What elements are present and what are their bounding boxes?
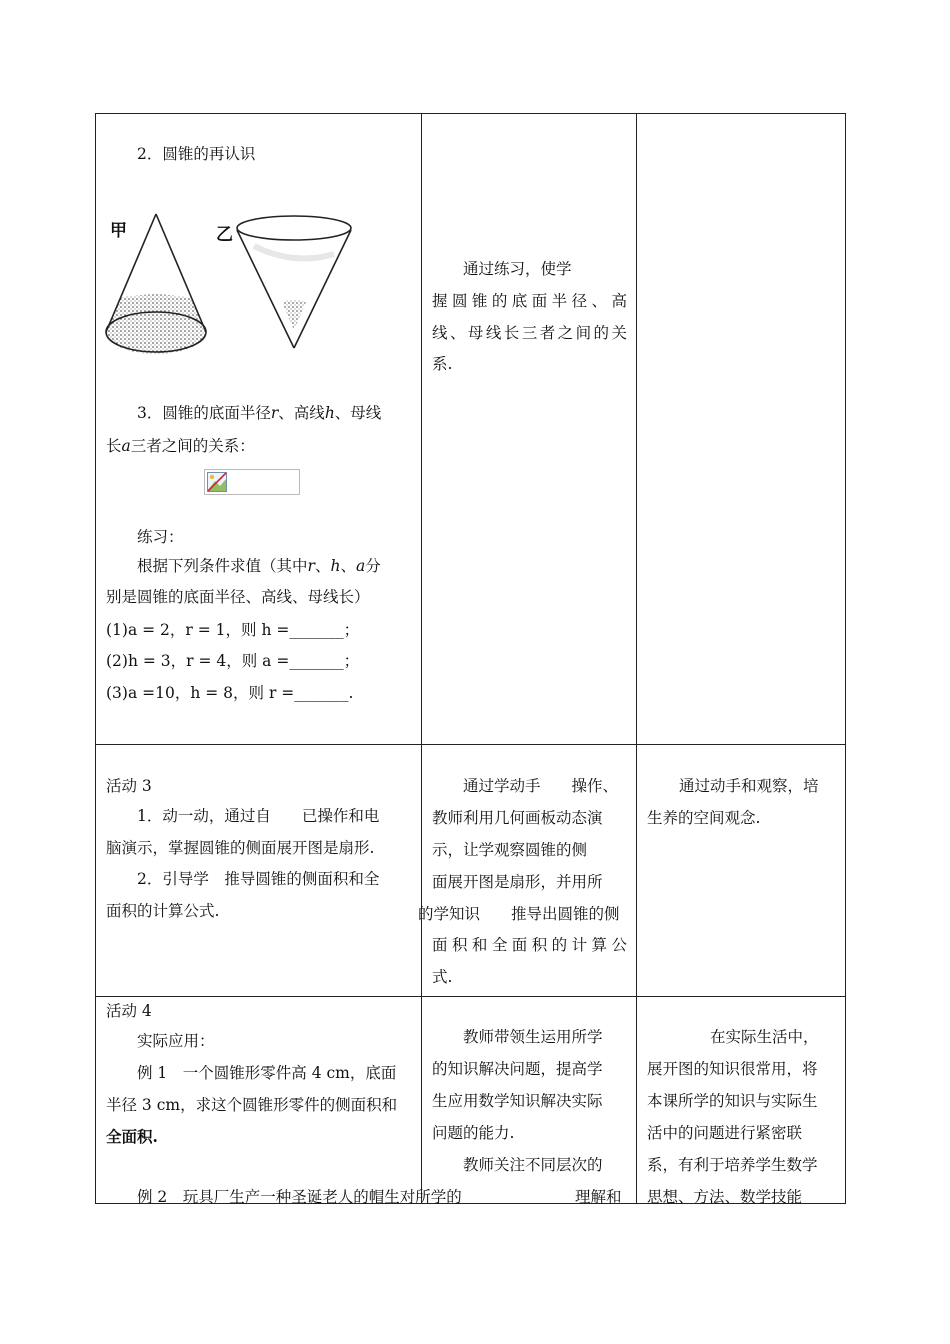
figure-label-jia: 甲 [110, 221, 127, 241]
activity-3-goal-line1: 通过动手和观察，培 [679, 777, 819, 795]
broken-image-icon [207, 472, 227, 492]
activity-3-line2: 脑演示，掌握圆锥的侧面展开图是扇形. [106, 839, 375, 857]
table-right-border [845, 113, 846, 1204]
question-3: (3)a =10，h = 8，则 r =_______. [106, 684, 354, 702]
activity-4-goal-line4: 活中的问题进行紧密联 [647, 1124, 803, 1142]
row-divider-2 [95, 996, 846, 997]
design-intent-line1: 通过练习，使学 [463, 260, 572, 278]
table-left-border [95, 113, 96, 1204]
activity-3-line4: 面积的计算公式. [106, 902, 220, 920]
practice-label: 练习： [137, 528, 184, 546]
activity-4-intent-line4: 问题的能力. [432, 1124, 515, 1142]
formula-image-placeholder [204, 469, 300, 495]
activity-4-line2: 例 1 一个圆锥形零件高 4 cm，底面 [137, 1064, 397, 1082]
design-intent-line3: 线、母线长三者之间的关 [432, 323, 627, 342]
activity-3-intent-justified [432, 930, 627, 962]
figure-label-yi: 乙 [216, 225, 233, 245]
column-divider-2 [636, 113, 637, 1204]
row-divider-1 [95, 744, 846, 745]
activity-4-intent-line6: 理解和 [575, 1188, 622, 1206]
activity-3-intent-line2: 教师利用几何画板动态演 [432, 809, 603, 827]
activity-4-line1: 实际应用： [137, 1032, 215, 1050]
activity-3-intent-line5: 的学知识 推导出圆锥的侧 [418, 905, 620, 923]
activity-4-line4: 全面积. [106, 1127, 158, 1146]
activity-4-goal-line5: 系，有利于培养学生数学 [647, 1156, 818, 1174]
table-top-border [95, 113, 846, 114]
activity-3-intent-line7: 式. [432, 968, 453, 986]
activity-4-goal-line2: 展开图的知识很常用，将 [647, 1060, 818, 1078]
activity-3-intent-line3: 示，让学观察圆锥的侧 [432, 841, 588, 859]
activity-4-line5: 例 2 玩具厂生产一种圣诞老人的帽生对所学的 [137, 1188, 462, 1206]
design-intent-line2: 握圆锥的底面半径、高 [432, 292, 627, 310]
activity-3-line3: 2．引导学 推导圆锥的侧面积和全 [137, 870, 380, 888]
activity-4-intent-line2: 的知识解决问题，提高学 [432, 1060, 603, 1078]
activity-4-line3: 半径 3 cm，求这个圆锥形零件的侧面积和 [106, 1096, 398, 1114]
activity-4-goal-line1: 在实际生活中， [710, 1028, 819, 1046]
activity-3-intent-line6: 面积和全面积的计算公 [432, 936, 627, 954]
activity-4-title: 活动 4 [106, 1002, 152, 1020]
activity-4-goal-line6: 思想、方法、数学技能 [647, 1188, 803, 1206]
column-divider-1 [421, 113, 422, 1204]
question-1: (1)a = 2，r = 1，则 h =_______； [106, 621, 360, 639]
activity-4-goal-line3: 本课所学的知识与实际生 [647, 1092, 818, 1110]
activity-3-intent-line1: 通过学动手 操作、 [463, 777, 619, 795]
design-intent-body [432, 286, 627, 349]
activity-4-intent-line5: 教师关注不同层次的 [463, 1156, 603, 1174]
relation-text-line1: 3．圆锥的底面半径r、高线h、母线 [137, 404, 382, 422]
activity-3-line1: 1．动一动，通过自 已操作和电 [137, 807, 380, 825]
design-intent-line4: 系. [432, 355, 453, 373]
practice-intro-line2: 别是圆锥的底面半径、高线、母线长） [106, 588, 370, 606]
activity-3-goal-line2: 生养的空间观念. [647, 809, 761, 827]
activity-3-title: 活动 3 [106, 777, 152, 795]
question-2: (2)h = 3，r = 4，则 a =_______； [106, 652, 360, 670]
activity-4-intent-line3: 生应用数学知识解决实际 [432, 1092, 603, 1110]
cone-figures [104, 206, 364, 358]
activity-3-intent-line4: 面展开图是扇形，并用所 [432, 873, 603, 891]
cone-yi-icon [237, 216, 351, 348]
practice-intro-line1: 根据下列条件求值（其中r、h、a分 [137, 557, 381, 575]
activity-4-intent-line1: 教师带领生运用所学 [463, 1028, 603, 1046]
section-heading: 2．圆锥的再认识 [137, 145, 256, 163]
relation-text-line2: 长a三者之间的关系： [106, 437, 255, 455]
